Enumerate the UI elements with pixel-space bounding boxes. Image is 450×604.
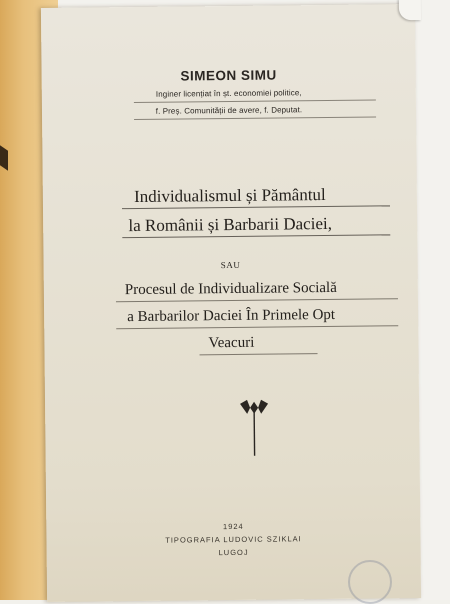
title-rule-2: [122, 234, 390, 238]
subtitle-line-3: Veacuri: [44, 334, 418, 353]
cover-mark: [0, 145, 8, 171]
subtitle-rule-1: [116, 298, 398, 302]
title-page: [41, 4, 421, 602]
title-line-2: la Românii și Barbarii Daciei,: [43, 214, 417, 235]
title-line-1: Individualismul și Pământul: [43, 185, 417, 206]
credential-rule-2: [134, 116, 376, 120]
imprint-year: 1924: [46, 520, 420, 533]
folded-corner: [399, 0, 421, 20]
subtitle-line-2: a Barbarilor Daciei În Primele Opt: [44, 307, 418, 326]
library-stamp: [348, 560, 392, 604]
credential-rule-1: [134, 99, 376, 103]
fleuron-ornament-icon: [237, 394, 272, 458]
subtitle-line-1: Procesul de Individualizare Socială: [44, 280, 418, 299]
conjunction-label: SAU: [44, 258, 418, 272]
imprint-city: LUGOJ: [47, 546, 421, 559]
author-name: SIMEON SIMU: [42, 66, 416, 85]
author-credential-2: f. Preș. Comunității de avere, f. Deputat.: [42, 104, 416, 117]
title-rule-1: [122, 205, 390, 209]
subtitle-rule-2: [116, 325, 398, 329]
imprint-printer: TIPOGRAFIA LUDOVIC SZIKLAI: [46, 533, 420, 546]
subtitle-rule-3: [200, 353, 318, 355]
author-credential-1: Inginer licențiat în șt. economiei politice,: [42, 87, 416, 100]
